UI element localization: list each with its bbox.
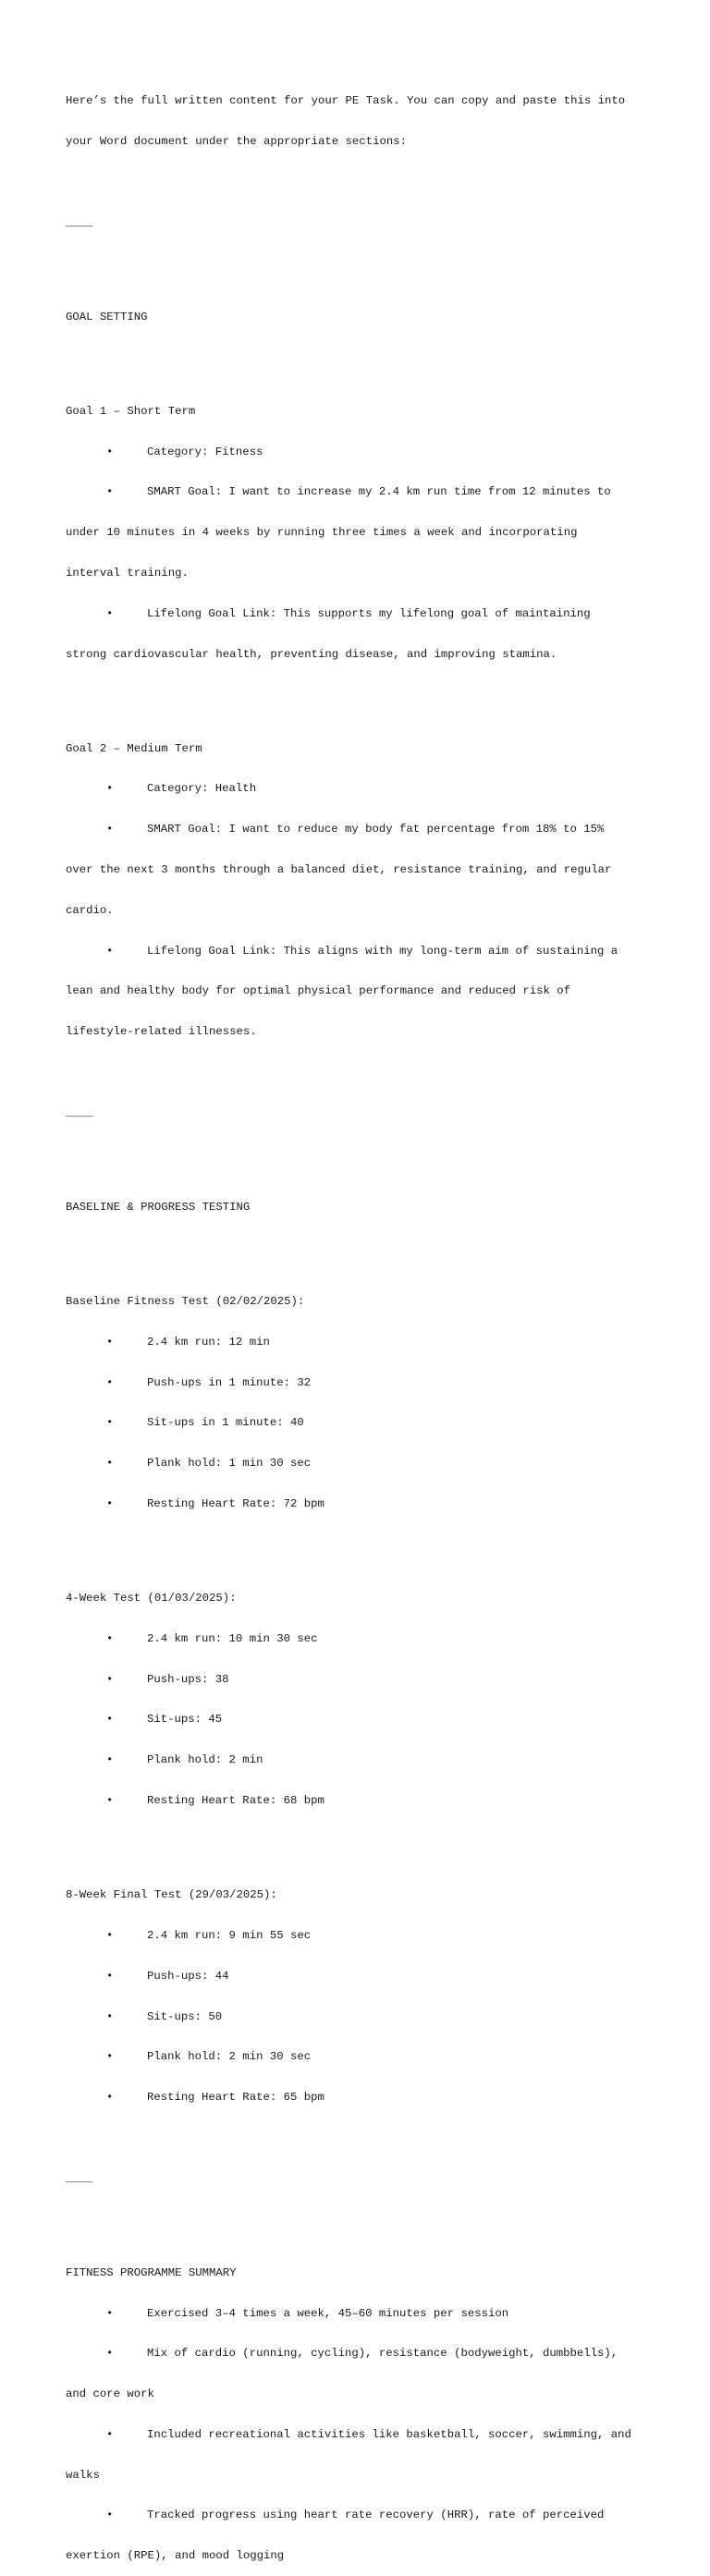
week4-test-title: 4-Week Test (01/03/2025):	[66, 1592, 237, 1605]
blank-line	[66, 176, 657, 189]
programme-item-cont: exertion (RPE), and mood logging	[66, 2549, 285, 2563]
bullet-icon: •	[106, 1794, 114, 1807]
bullet-icon: •	[106, 606, 114, 620]
baseline-item: Plank hold: 1 min 30 sec	[147, 1457, 312, 1471]
baseline-item: Sit-ups in 1 minute: 40	[147, 1416, 304, 1430]
bullet-icon: •	[106, 1969, 114, 1983]
programme-item-cont: and core work	[66, 2387, 154, 2401]
section-separator: ____	[66, 2171, 93, 2185]
goal-1-smart: SMART Goal: I want to increase my 2.4 km run time from 12 minutes to	[147, 485, 611, 499]
bullet-icon: •	[106, 823, 114, 836]
goal-1-smart-cont: interval training.	[66, 566, 189, 580]
list-item	[66, 1416, 657, 1430]
bullet-icon: •	[106, 1753, 114, 1767]
bullet-icon: •	[106, 2427, 114, 2441]
goal-2-smart: SMART Goal: I want to reduce my body fat percentage from 18% to 15%	[147, 823, 605, 836]
blank-line	[66, 1066, 657, 1080]
baseline-item: 2.4 km run: 12 min	[147, 1335, 270, 1349]
bullet-icon: •	[106, 1713, 114, 1727]
list-item	[66, 1632, 657, 1646]
bullet-icon: •	[106, 1416, 114, 1430]
bullet-icon: •	[106, 445, 114, 458]
baseline-item: Resting Heart Rate: 72 bpm	[147, 1496, 324, 1510]
list-item	[66, 1970, 657, 1984]
bullet-icon: •	[106, 1631, 114, 1645]
week8-item: Sit-ups: 50	[147, 2009, 223, 2023]
programme-heading: FITNESS PROGRAMME SUMMARY	[66, 2265, 237, 2279]
blank-line	[66, 1538, 657, 1552]
list-item	[66, 1457, 657, 1471]
goal-setting-heading: GOAL SETTING	[66, 310, 148, 324]
week4-item: Resting Heart Rate: 68 bpm	[147, 1794, 324, 1807]
bullet-icon: •	[106, 1928, 114, 1942]
week8-item: Plank hold: 2 min 30 sec	[147, 2050, 312, 2064]
list-item	[66, 2509, 657, 2522]
blank-line	[66, 2131, 657, 2145]
bullet-icon: •	[106, 1375, 114, 1389]
goal-2-lifelong: Lifelong Goal Link: This aligns with my long-term aim of sustaining a	[147, 944, 618, 958]
list-item	[66, 2347, 657, 2361]
list-item	[66, 2010, 657, 2024]
week4-item: 2.4 km run: 10 min 30 sec	[147, 1631, 318, 1645]
blank-line	[66, 350, 657, 364]
week4-item: Sit-ups: 45	[147, 1713, 223, 1727]
bullet-icon: •	[106, 2347, 114, 2361]
week8-test-title: 8-Week Final Test (29/03/2025):	[66, 1888, 277, 1902]
blank-line	[66, 688, 657, 702]
list-item	[66, 945, 657, 958]
goal-1-title: Goal 1 – Short Term	[66, 404, 196, 418]
blank-line	[66, 1147, 657, 1161]
section-separator: ____	[66, 1105, 93, 1119]
goal-2-lifelong-cont: lifestyle-related illnesses.	[66, 1025, 257, 1039]
list-item	[66, 2091, 657, 2105]
bullet-icon: •	[106, 2306, 114, 2320]
baseline-item: Push-ups in 1 minute: 32	[147, 1375, 312, 1389]
bullet-icon: •	[106, 782, 114, 796]
blank-line	[66, 256, 657, 270]
section-separator: ____	[66, 215, 93, 229]
list-item	[66, 823, 657, 836]
programme-item: Mix of cardio (running, cycling), resistance (bodyweight, dumbbells),	[147, 2347, 618, 2361]
list-item	[66, 446, 657, 459]
week8-item: Push-ups: 44	[147, 1969, 229, 1983]
goal-2-smart-cont: cardio.	[66, 903, 114, 917]
list-item	[66, 1794, 657, 1808]
intro-line: Here’s the full written content for your PE Task. You can copy and paste this into	[66, 94, 626, 108]
programme-item-cont: walks	[66, 2468, 100, 2482]
bullet-icon: •	[106, 2009, 114, 2023]
list-item	[66, 607, 657, 621]
bullet-icon: •	[106, 1496, 114, 1510]
goal-1-smart-cont: under 10 minutes in 4 weeks by running three times a week and incorporating	[66, 526, 578, 540]
bullet-icon: •	[106, 2509, 114, 2522]
testing-heading: BASELINE & PROGRESS TESTING	[66, 1200, 251, 1214]
week4-item: Plank hold: 2 min	[147, 1753, 263, 1767]
goal-2-title: Goal 2 – Medium Term	[66, 741, 202, 755]
intro-line: your Word document under the appropriate sections:	[66, 134, 407, 148]
goal-2-lifelong-cont: lean and healthy body for optimal physical performance and reduced risk of	[66, 984, 571, 998]
goal-1-lifelong-cont: strong cardiovascular health, preventing disease, and improving stamina.	[66, 647, 557, 661]
list-item	[66, 1376, 657, 1390]
blank-line	[66, 1835, 657, 1849]
list-item	[66, 1753, 657, 1767]
bullet-icon: •	[106, 944, 114, 958]
list-item	[66, 1713, 657, 1727]
week4-item: Push-ups: 38	[147, 1672, 229, 1686]
list-item	[66, 1673, 657, 1687]
goal-1-lifelong: Lifelong Goal Link: This supports my lifelong goal of maintaining	[147, 606, 591, 620]
list-item	[66, 2428, 657, 2442]
programme-item: Tracked progress using heart rate recovery (HRR), rate of perceived	[147, 2509, 605, 2522]
blank-line	[66, 2212, 657, 2226]
baseline-test-title: Baseline Fitness Test (02/02/2025):	[66, 1295, 305, 1309]
bullet-icon: •	[106, 1672, 114, 1686]
bullet-icon: •	[106, 1457, 114, 1471]
bullet-icon: •	[106, 1335, 114, 1349]
bullet-icon: •	[106, 485, 114, 499]
list-item	[66, 1497, 657, 1511]
bullet-icon: •	[106, 2091, 114, 2105]
goal-2-category: Category: Health	[147, 782, 257, 796]
programme-item: Exercised 3–4 times a week, 45–60 minutes per session	[147, 2306, 509, 2320]
bullet-icon: •	[106, 2050, 114, 2064]
document-body[interactable]	[66, 67, 657, 2576]
blank-line	[66, 1241, 657, 1255]
list-item	[66, 2307, 657, 2321]
goal-2-smart-cont: over the next 3 months through a balanced diet, resistance training, and regular	[66, 863, 612, 877]
list-item	[66, 485, 657, 499]
goal-1-category: Category: Fitness	[147, 445, 263, 458]
list-item	[66, 2050, 657, 2064]
week8-item: Resting Heart Rate: 65 bpm	[147, 2091, 324, 2105]
programme-item: Included recreational activities like basketball, soccer, swimming, and	[147, 2427, 631, 2441]
list-item	[66, 782, 657, 796]
list-item	[66, 1929, 657, 1943]
week8-item: 2.4 km run: 9 min 55 sec	[147, 1928, 312, 1942]
list-item	[66, 1336, 657, 1349]
